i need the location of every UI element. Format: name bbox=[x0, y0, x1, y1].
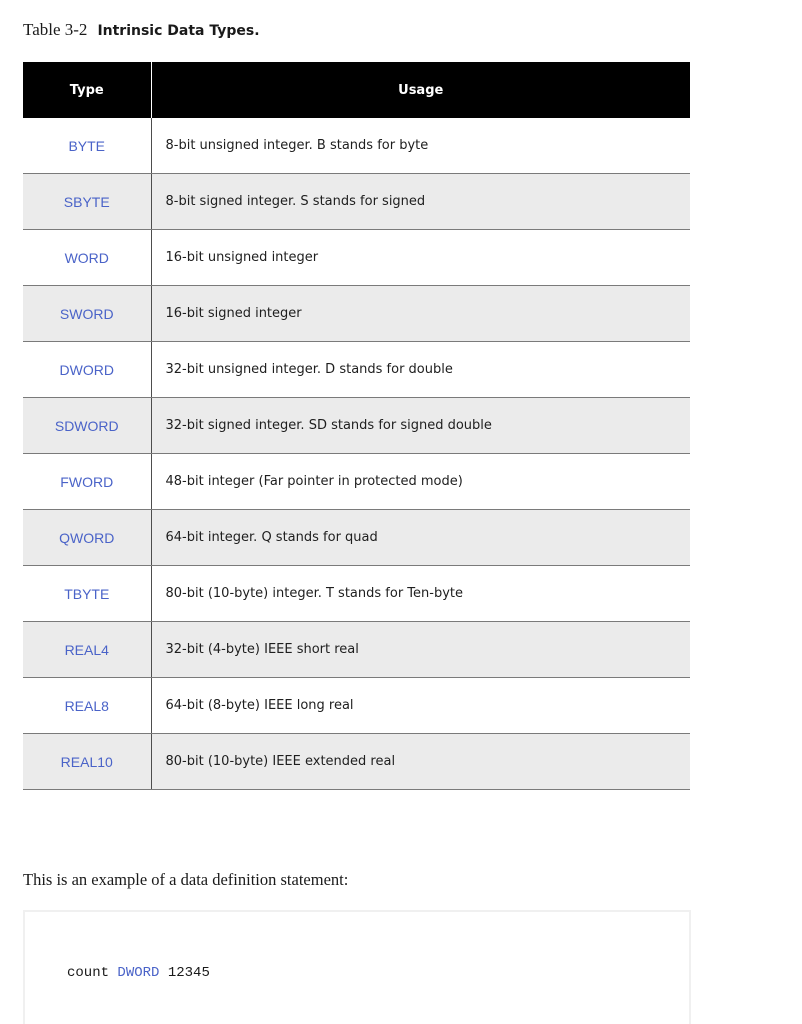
table-row bbox=[23, 174, 690, 230]
body-paragraph: This is an example of a data definition statement: bbox=[23, 869, 349, 889]
type-link[interactable]: WORD bbox=[23, 230, 151, 286]
usage-cell: 32-bit unsigned integer. D stands for double bbox=[151, 342, 690, 398]
usage-cell: 8-bit unsigned integer. B stands for byte bbox=[151, 118, 690, 174]
usage-cell: 32-bit signed integer. SD stands for signed double bbox=[151, 398, 690, 454]
type-link[interactable]: TBYTE bbox=[23, 566, 151, 622]
usage-cell: 80-bit (10-byte) IEEE extended real bbox=[151, 734, 690, 790]
usage-cell: 80-bit (10-byte) integer. T stands for Ten-byte bbox=[151, 566, 690, 622]
table-caption bbox=[23, 20, 260, 41]
table-number: Table 3-2 bbox=[23, 20, 88, 39]
code-line bbox=[67, 965, 210, 981]
type-link[interactable]: REAL8 bbox=[23, 678, 151, 734]
table-row bbox=[23, 734, 690, 790]
type-link[interactable]: SWORD bbox=[23, 286, 151, 342]
type-link[interactable]: REAL4 bbox=[23, 622, 151, 678]
code-identifier: count bbox=[67, 965, 110, 981]
usage-cell: 48-bit integer (Far pointer in protected mode) bbox=[151, 454, 690, 510]
table-header-row bbox=[23, 62, 690, 118]
type-link[interactable]: BYTE bbox=[23, 118, 151, 174]
usage-cell: 32-bit (4-byte) IEEE short real bbox=[151, 622, 690, 678]
usage-cell: 64-bit integer. Q stands for quad bbox=[151, 510, 690, 566]
table-row bbox=[23, 230, 690, 286]
table-row bbox=[23, 510, 690, 566]
table-row bbox=[23, 398, 690, 454]
code-value: 12345 bbox=[167, 965, 210, 981]
type-link[interactable]: SDWORD bbox=[23, 398, 151, 454]
code-keyword-link[interactable]: DWORD bbox=[117, 965, 160, 981]
intrinsic-data-types-table bbox=[23, 62, 690, 790]
column-header-usage: Usage bbox=[151, 62, 690, 118]
table-row bbox=[23, 454, 690, 510]
usage-cell: 8-bit signed integer. S stands for signed bbox=[151, 174, 690, 230]
type-link[interactable]: FWORD bbox=[23, 454, 151, 510]
table-row bbox=[23, 342, 690, 398]
table-row bbox=[23, 622, 690, 678]
usage-cell: 16-bit unsigned integer bbox=[151, 230, 690, 286]
type-link[interactable]: SBYTE bbox=[23, 174, 151, 230]
table-row bbox=[23, 566, 690, 622]
usage-cell: 64-bit (8-byte) IEEE long real bbox=[151, 678, 690, 734]
type-link[interactable]: QWORD bbox=[23, 510, 151, 566]
column-header-type: Type bbox=[23, 62, 151, 118]
type-link[interactable]: REAL10 bbox=[23, 734, 151, 790]
table-row bbox=[23, 678, 690, 734]
type-link[interactable]: DWORD bbox=[23, 342, 151, 398]
code-block bbox=[23, 910, 691, 1024]
table-title: Intrinsic Data Types. bbox=[97, 23, 260, 39]
table-row bbox=[23, 286, 690, 342]
table-row bbox=[23, 118, 690, 174]
usage-cell: 16-bit signed integer bbox=[151, 286, 690, 342]
